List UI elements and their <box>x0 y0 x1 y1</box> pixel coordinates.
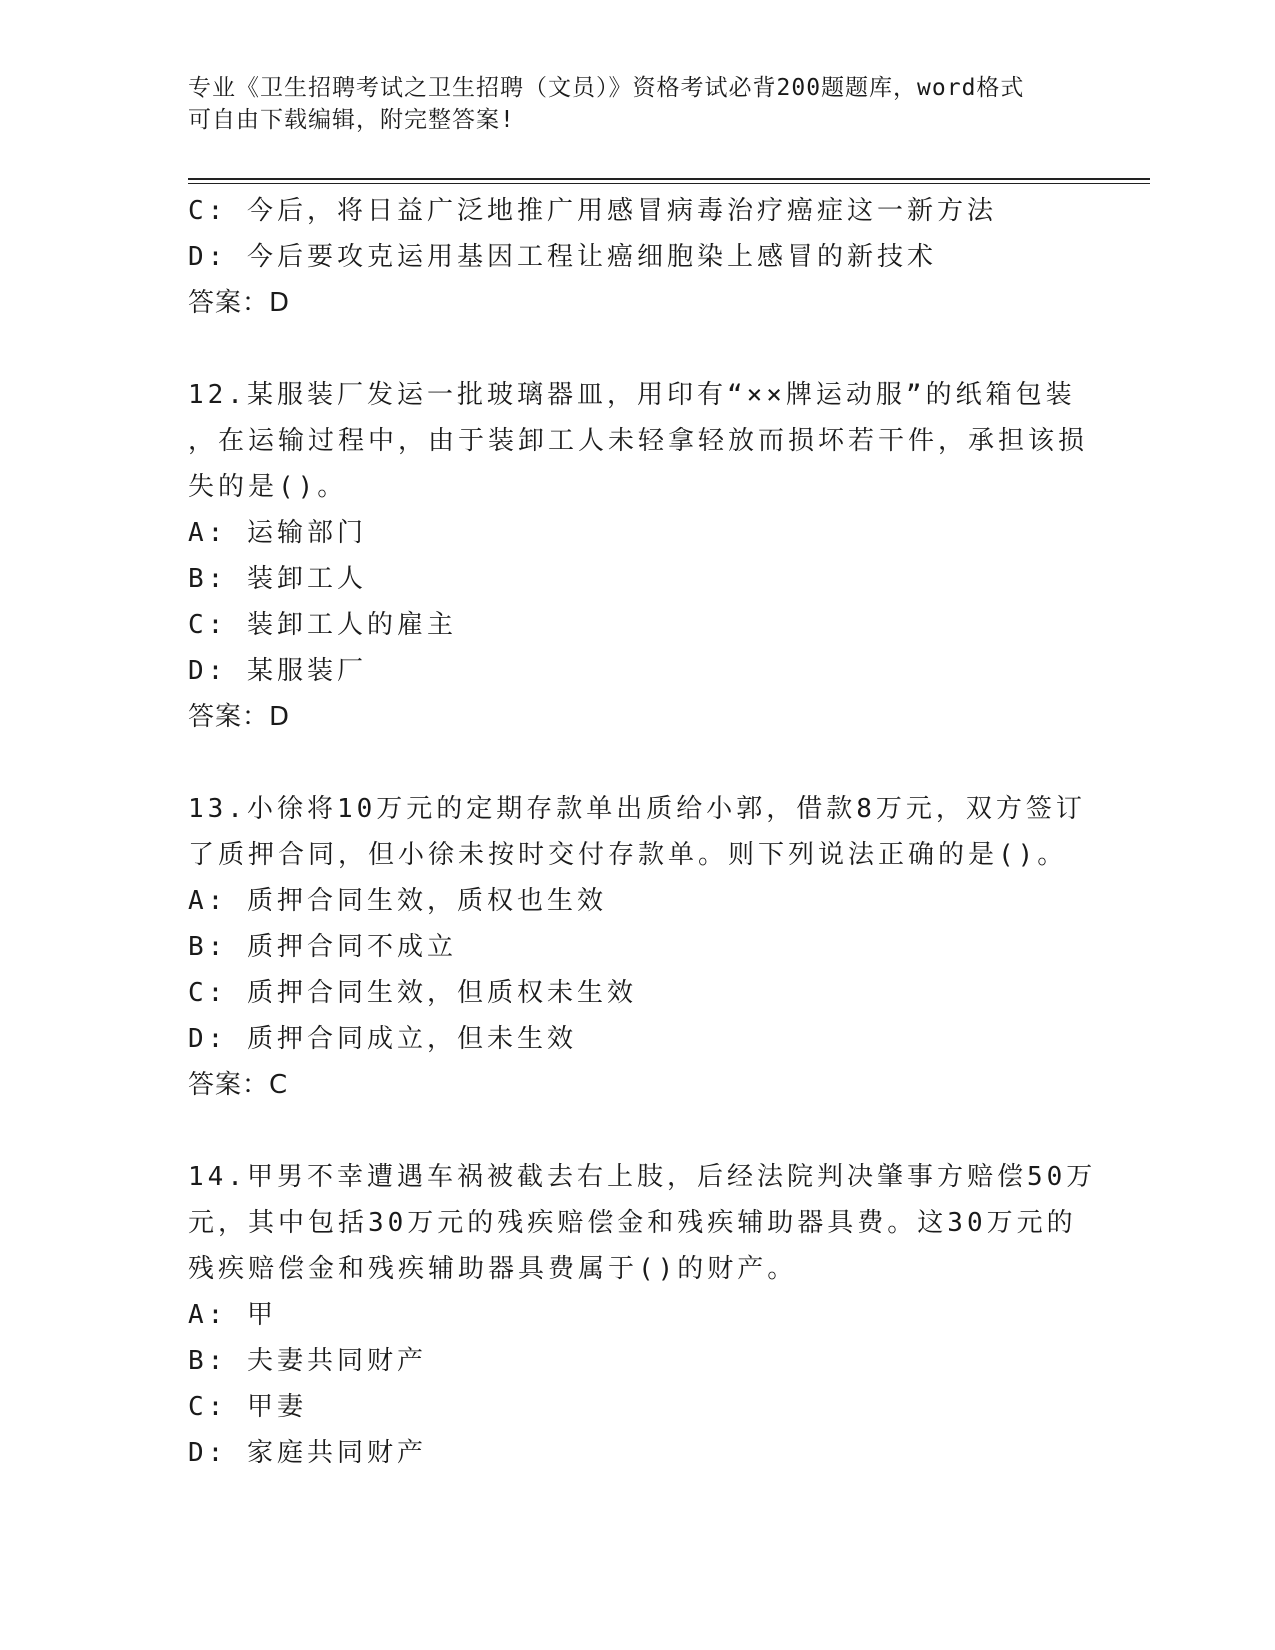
option-c: C: 装卸工人的雇主 <box>188 610 457 640</box>
header-title-line-1: 专业《卫生招聘考试之卫生招聘（文员）》资格考试必背200题题库，word格式 <box>188 75 1025 101</box>
spacer <box>188 326 1088 372</box>
question-list <box>188 188 1097 1476</box>
question-text-line: 元，其中包括30万元的残疾赔偿金和残疾辅助器具费。这30万元的 <box>188 1208 1077 1238</box>
spacer <box>188 740 1088 786</box>
spacer <box>188 1108 1088 1154</box>
header-divider <box>188 178 1150 184</box>
header-title-line-2: 可自由下载编辑，附完整答案! <box>188 107 515 133</box>
answer: 答案：D <box>188 702 291 732</box>
question-text-line: 13.小徐将10万元的定期存款单出质给小郭，借款8万元，双方签订 <box>188 794 1086 824</box>
option-d: D: 某服装厂 <box>188 656 367 686</box>
question-text-line: 了质押合同，但小徐未按时交付存款单。则下列说法正确的是()。 <box>188 840 1068 870</box>
question-text-line: 失的是()。 <box>188 472 348 502</box>
document-header <box>188 72 1068 136</box>
answer: 答案：D <box>188 288 291 318</box>
option-d: D: 今后要攻克运用基因工程让癌细胞染上感冒的新技术 <box>188 242 937 272</box>
option-b: B: 质押合同不成立 <box>188 932 457 962</box>
option-a: A: 质押合同生效，质权也生效 <box>188 886 607 916</box>
question-13 <box>188 786 1088 1108</box>
option-b: B: 夫妻共同财产 <box>188 1346 427 1376</box>
option-d: D: 质押合同成立，但未生效 <box>188 1024 577 1054</box>
option-a: A: 甲 <box>188 1300 277 1330</box>
option-b: B: 装卸工人 <box>188 564 367 594</box>
question-text-line: ，在运输过程中，由于装卸工人未轻拿轻放而损坏若干件，承担该损 <box>188 426 1089 456</box>
option-c: C: 质押合同生效，但质权未生效 <box>188 978 637 1008</box>
option-d: D: 家庭共同财产 <box>188 1438 427 1468</box>
question-text-line: 12.某服装厂发运一批玻璃器皿，用印有“××牌运动服”的纸箱包装 <box>188 380 1076 410</box>
option-a: A: 运输部门 <box>188 518 367 548</box>
question-14 <box>188 1154 1097 1476</box>
answer: 答案：C <box>188 1070 289 1100</box>
option-c: C: 甲妻 <box>188 1392 307 1422</box>
question-12 <box>188 372 1088 740</box>
question-11 <box>188 188 1088 326</box>
question-text-line: 残疾赔偿金和残疾辅助器具费属于()的财产。 <box>188 1254 798 1284</box>
option-c: C: 今后，将日益广泛地推广用感冒病毒治疗癌症这一新方法 <box>188 196 997 226</box>
question-text-line: 14.甲男不幸遭遇车祸被截去右上肢，后经法院判决肇事方赔偿50万 <box>188 1162 1097 1192</box>
